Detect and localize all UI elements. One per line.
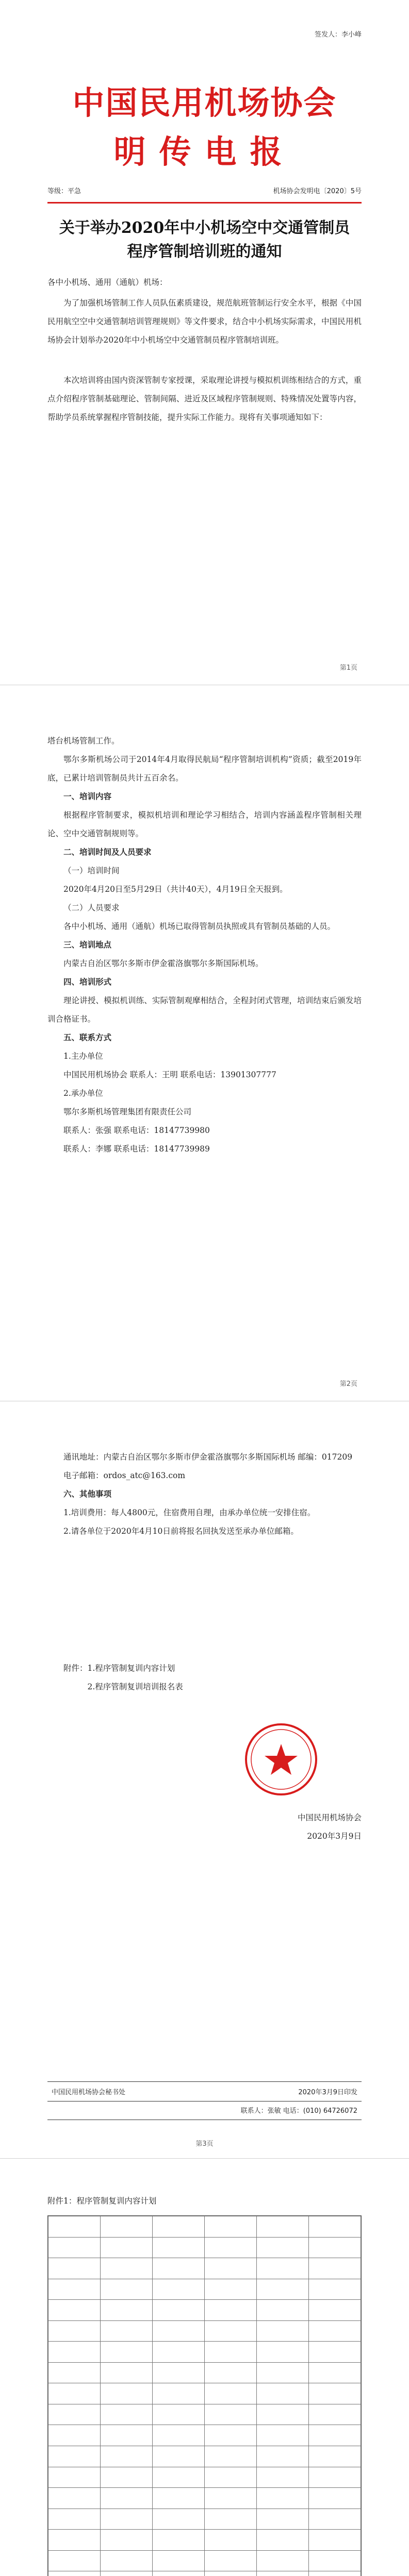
- table-cell: [257, 2320, 309, 2342]
- table-cell: [48, 2467, 101, 2488]
- table-cell: [153, 2404, 205, 2425]
- table-cell: [153, 2488, 205, 2509]
- serial-row: [47, 185, 362, 198]
- contact-line: 联系人：李娜 联系电话：18147739989: [63, 1144, 210, 1154]
- table-cell: [48, 2530, 101, 2551]
- table-cell: [153, 2571, 205, 2576]
- table-cell: [153, 2550, 205, 2571]
- paragraph: 理论讲授、模拟机训练、实际管制观摩相结合，全程封闭式管理，培训结束后颁发培训合格证书。: [47, 996, 362, 1024]
- table-cell: [257, 2425, 309, 2446]
- table-cell: [309, 2279, 361, 2300]
- table-cell: [309, 2237, 361, 2258]
- section-heading: 三、培训地点: [63, 940, 112, 950]
- table-cell: [101, 2571, 153, 2576]
- table-cell: [205, 2258, 257, 2279]
- table-cell: [153, 2530, 205, 2551]
- table-cell: [309, 2383, 361, 2404]
- table-cell: [48, 2446, 101, 2467]
- section-heading: 四、培训形式: [63, 977, 112, 987]
- signature-block: [47, 1808, 362, 1845]
- table-cell: [101, 2362, 153, 2383]
- paragraph: 鄂尔多斯机场公司于2014年4月取得民航局“程序管制培训机构”资质；截至2019年底，已累计培训管制员共计五百余名。: [47, 755, 362, 783]
- signer-org: 中国民用机场协会: [297, 1813, 362, 1822]
- schedule-table-grid: [48, 2216, 361, 2576]
- page-number: 第3页: [195, 2140, 214, 2148]
- paragraph: 2020年4月20日至5月29日（共计40天），4月19日全天报到。: [63, 885, 288, 894]
- table-cell: [309, 2550, 361, 2571]
- page-3: [0, 1401, 409, 2159]
- table-cell: [101, 2300, 153, 2321]
- table-cell: [309, 2300, 361, 2321]
- document-title: 关于举办2020年中小机场空中交通管制员程序管制培训班的通知: [59, 219, 350, 261]
- attachment-1-title: 附件1：程序管制复训内容计划: [47, 2196, 157, 2206]
- signer-line: 签发人：李小峰: [314, 31, 362, 39]
- page-number: 第2页: [339, 1380, 357, 1388]
- table-cell: [153, 2300, 205, 2321]
- table-cell: [101, 2342, 153, 2363]
- table-cell: [153, 2279, 205, 2300]
- table-cell: [257, 2530, 309, 2551]
- table-cell: [309, 2362, 361, 2383]
- body-paragraph-1: 为了加强机场管制工作人员队伍素质建设，规范航班管制运行安全水平，根据《中国民用航空空中交通管制培训管理规则》等文件要求，结合中小机场实际需求，中国民用机场协会计划举办2020年中小机场空中交通管制员程序管制培训班。: [47, 298, 362, 345]
- page-4: [0, 2159, 409, 2576]
- table-cell: [48, 2383, 101, 2404]
- table-cell: [48, 2571, 101, 2576]
- table-cell: [101, 2467, 153, 2488]
- table-row: [48, 2404, 361, 2425]
- table-cell: [309, 2446, 361, 2467]
- table-cell: [309, 2530, 361, 2551]
- table-cell: [309, 2258, 361, 2279]
- paragraph: 2.请各单位于2020年4月10日前将报名回执发送至承办单位邮箱。: [63, 1527, 299, 1536]
- paragraph: 塔台机场管制工作。: [47, 736, 120, 745]
- table-cell: [101, 2404, 153, 2425]
- table-cell: [205, 2467, 257, 2488]
- body-paragraph-2: 本次培训将由国内资深管制专家授课，采取理论讲授与模拟机训练相结合的方式，重点介绍程序管制基础理论、管制间隔、进近及区域程序管制规则、特殊情况处置等内容，帮助学员系统掌握程序管制技能，提升实际工作能力。现将有关事项通知如下：: [47, 376, 362, 422]
- table-cell: [205, 2342, 257, 2363]
- table-cell: [101, 2509, 153, 2530]
- table-row: [48, 2300, 361, 2321]
- table-cell: [205, 2300, 257, 2321]
- subheading: 1.主办单位: [63, 1052, 103, 1061]
- table-row: [48, 2342, 361, 2363]
- table-row: [48, 2237, 361, 2258]
- table-cell: [205, 2530, 257, 2551]
- table-cell: [205, 2279, 257, 2300]
- table-cell: [205, 2571, 257, 2576]
- table-cell: [48, 2509, 101, 2530]
- table-cell: [205, 2362, 257, 2383]
- table-cell: [205, 2509, 257, 2530]
- section-heading: 二、培训时间及人员要求: [63, 847, 152, 857]
- table-cell: [101, 2530, 153, 2551]
- table-row: [48, 2530, 361, 2551]
- table-cell: [101, 2446, 153, 2467]
- subheading: （一）培训时间: [63, 866, 120, 875]
- table-row: [48, 2425, 361, 2446]
- table-row: [48, 2488, 361, 2509]
- table-cell: [257, 2488, 309, 2509]
- table-cell: [48, 2550, 101, 2571]
- table-cell: [48, 2488, 101, 2509]
- subheading: （二）人员要求: [63, 903, 120, 912]
- table-cell: [205, 2383, 257, 2404]
- table-cell: [257, 2446, 309, 2467]
- table-cell: [257, 2258, 309, 2279]
- paragraph: 各中小机场、通用（通航）机场已取得管制员执照或具有管制员基础的人员。: [63, 922, 336, 931]
- page-1: [0, 0, 409, 685]
- table-cell: [48, 2425, 101, 2446]
- table-cell: [153, 2320, 205, 2342]
- table-cell: [153, 2237, 205, 2258]
- table-cell: [205, 2425, 257, 2446]
- table-row: [48, 2216, 361, 2238]
- table-cell: [153, 2383, 205, 2404]
- official-seal-icon: [242, 1721, 320, 1798]
- table-cell: [101, 2425, 153, 2446]
- priority-level: 等级：平急: [47, 188, 81, 195]
- table-cell: [153, 2446, 205, 2467]
- table-cell: [101, 2216, 153, 2238]
- footer-contact: 联系人：张敏 电话：(010) 64726072: [240, 2107, 357, 2115]
- table-cell: [48, 2237, 101, 2258]
- contact-line: 通讯地址：内蒙古自治区鄂尔多斯市伊金霍洛旗鄂尔多斯国际机场 邮编：017209: [63, 1452, 353, 1462]
- table-cell: [48, 2300, 101, 2321]
- telegram-type-header: 明传电报: [113, 133, 296, 171]
- page3-text-block: [47, 1448, 362, 1540]
- table-row: [48, 2279, 361, 2300]
- table-row: [48, 2362, 361, 2383]
- table-cell: [205, 2550, 257, 2571]
- table-cell: [257, 2237, 309, 2258]
- paragraph: 根据程序管制要求，模拟机培训和理论学习相结合，培训内容涵盖程序管制相关理论、空中交通管制规则等。: [47, 810, 362, 838]
- table-cell: [101, 2258, 153, 2279]
- paragraph: 内蒙古自治区鄂尔多斯市伊金霍洛旗鄂尔多斯国际机场。: [63, 959, 264, 968]
- section-heading: 一、培训内容: [63, 791, 112, 801]
- table-cell: [257, 2300, 309, 2321]
- table-cell: [48, 2404, 101, 2425]
- table-cell: [257, 2550, 309, 2571]
- table-cell: [205, 2320, 257, 2342]
- table-cell: [153, 2342, 205, 2363]
- table-row: [48, 2446, 361, 2467]
- table-cell: [309, 2425, 361, 2446]
- table-row: [48, 2383, 361, 2404]
- attachment-list: [47, 1659, 362, 1696]
- table-cell: [153, 2258, 205, 2279]
- table-cell: [309, 2467, 361, 2488]
- table-cell: [153, 2425, 205, 2446]
- table-cell: [153, 2362, 205, 2383]
- attachment-item: 附件：1.程序管制复训内容计划: [63, 1664, 175, 1673]
- table-cell: [153, 2467, 205, 2488]
- table-cell: [257, 2362, 309, 2383]
- table-cell: [101, 2488, 153, 2509]
- table-cell: [309, 2571, 361, 2576]
- table-cell: [48, 2279, 101, 2300]
- table-cell: [309, 2509, 361, 2530]
- org-name-header: 中国民用机场协会: [72, 84, 337, 122]
- paragraph: 1.培训费用：每人4800元，住宿费用自理，由承办单位统一安排住宿。: [63, 1508, 316, 1517]
- table-cell: [205, 2404, 257, 2425]
- table-row: [48, 2320, 361, 2342]
- table-cell: [153, 2216, 205, 2238]
- schedule-table: [47, 2215, 362, 2576]
- table-row: [48, 2467, 361, 2488]
- table-cell: [101, 2383, 153, 2404]
- table-cell: [309, 2488, 361, 2509]
- header-divider: [47, 202, 362, 204]
- page-2: [0, 685, 409, 1401]
- section-heading: 五、联系方式: [63, 1032, 112, 1042]
- table-cell: [257, 2404, 309, 2425]
- table-cell: [101, 2279, 153, 2300]
- page-number: 第1页: [339, 664, 357, 672]
- table-cell: [257, 2216, 309, 2238]
- table-cell: [48, 2362, 101, 2383]
- table-cell: [48, 2258, 101, 2279]
- footer-divider-mid: [47, 2101, 362, 2102]
- salutation: 各中小机场、通用（通航）机场：: [47, 278, 168, 287]
- paragraph: 鄂尔多斯机场管理集团有限责任公司: [63, 1107, 192, 1116]
- table-cell: [257, 2279, 309, 2300]
- table-cell: [205, 2237, 257, 2258]
- table-cell: [309, 2342, 361, 2363]
- table-cell: [257, 2342, 309, 2363]
- signature-date: 2020年3月9日: [307, 1832, 362, 1841]
- attachment-item: 2.程序管制复训培训报名表: [87, 1682, 183, 1691]
- contact-line: 联系人：张强 联系电话：18147739980: [63, 1126, 210, 1135]
- table-cell: [48, 2342, 101, 2363]
- table-cell: [205, 2216, 257, 2238]
- table-cell: [48, 2320, 101, 2342]
- table-cell: [257, 2571, 309, 2576]
- table-cell: [205, 2488, 257, 2509]
- table-cell: [101, 2550, 153, 2571]
- issuing-office: 中国民用机场协会秘书处: [52, 2089, 126, 2096]
- table-cell: [257, 2509, 309, 2530]
- table-cell: [309, 2320, 361, 2342]
- table-cell: [101, 2320, 153, 2342]
- footer-divider-top: [47, 2081, 362, 2082]
- table-cell: [257, 2383, 309, 2404]
- print-date: 2020年3月9日印发: [298, 2089, 357, 2096]
- contact-line: 中国民用机场协会 联系人：王明 联系电话：13901307777: [63, 1070, 276, 1079]
- table-row: [48, 2550, 361, 2571]
- page2-text-block: [47, 732, 362, 1158]
- subheading: 2.承办单位: [63, 1089, 103, 1098]
- table-cell: [48, 2216, 101, 2238]
- table-cell: [309, 2216, 361, 2238]
- table-cell: [309, 2404, 361, 2425]
- document-number: 机场协会发明电〔2020〕5号: [273, 188, 362, 195]
- table-cell: [205, 2446, 257, 2467]
- table-row: [48, 2509, 361, 2530]
- section-heading: 六、其他事项: [63, 1489, 112, 1499]
- table-cell: [153, 2509, 205, 2530]
- table-row: [48, 2258, 361, 2279]
- table-cell: [257, 2467, 309, 2488]
- table-cell: [101, 2237, 153, 2258]
- contact-line: 电子邮箱：ordos_atc@163.com: [63, 1471, 186, 1480]
- table-row: [48, 2571, 361, 2576]
